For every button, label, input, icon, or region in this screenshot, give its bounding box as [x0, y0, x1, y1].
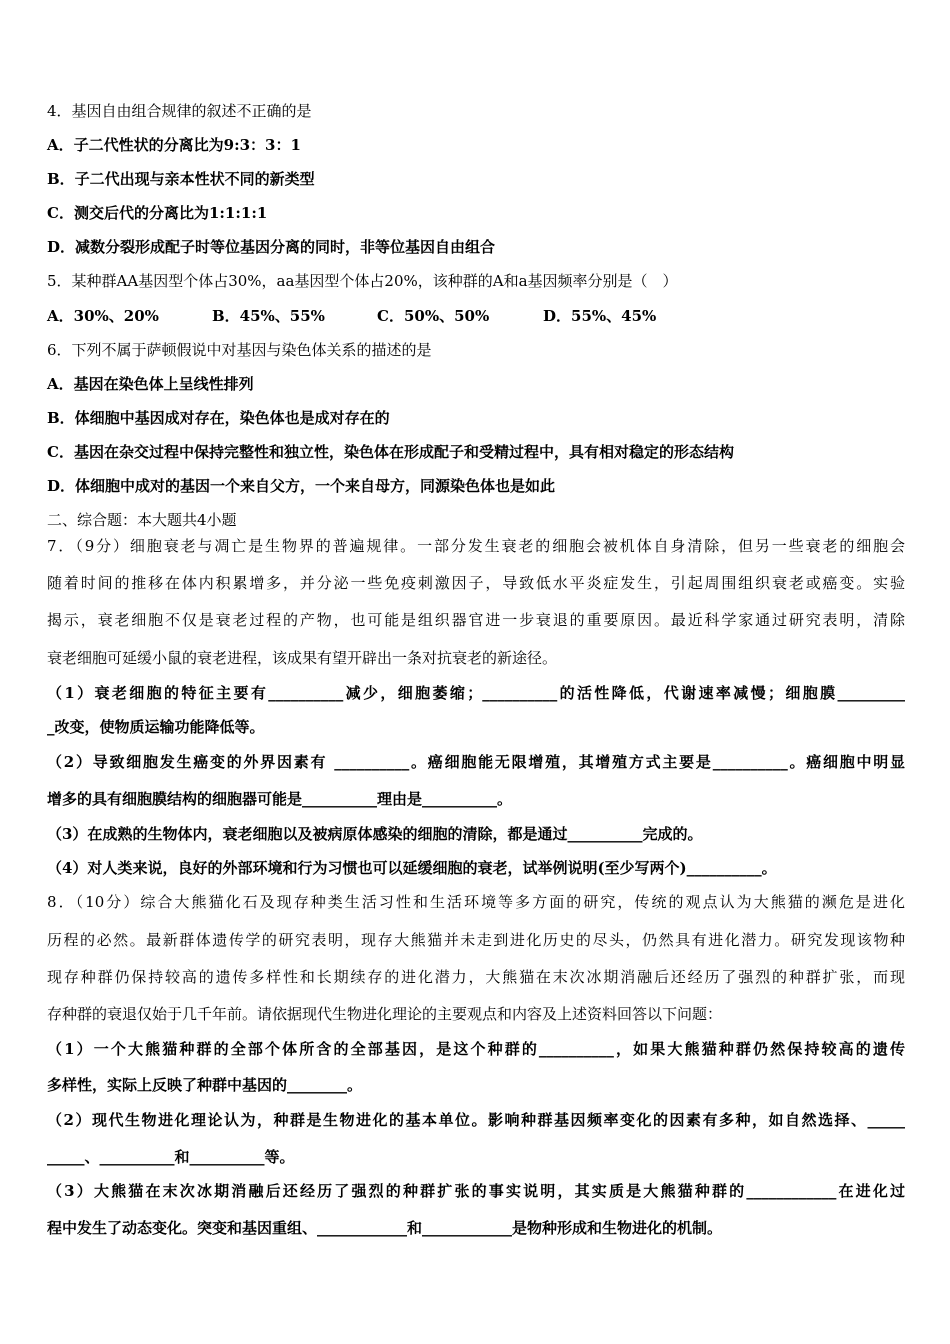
q6-option-b: B．体细胞中基因成对存在，染色体也是成对存在的 [47, 409, 390, 427]
q5-stem: 5．某种群AA基因型个体占30%，aa基因型个体占20%，该种群的A和a基因频率分别是（ ） [47, 272, 678, 290]
q6-stem: 6．下列不属于萨顿假说中对基因与染色体关系的描述的是 [47, 341, 432, 359]
q4-stem: 4．基因自由组合规律的叙述不正确的是 [47, 102, 312, 120]
q5-option-a: A．30%、20% [47, 307, 159, 325]
q8-line-1: 8．（10分）综合大熊猫化石及现存种类生活习性和生活环境等多方面的研究，传统的观点认为大熊猫的濒危是进化 [47, 893, 905, 911]
q5-option-b: B．45%、55% [212, 307, 325, 325]
q7-part-1a: （1）衰老细胞的特征主要有__________减少，细胞萎缩；__________的活性降低，代谢速率减慢；细胞膜_________ [47, 684, 905, 702]
q7-line-4: 衰老细胞可延缓小鼠的衰老进程，该成果有望开辟出一条对抗衰老的新途径。 [47, 649, 558, 667]
q6-option-d: D．体细胞中成对的基因一个来自父方，一个来自母方，同源染色体也是如此 [47, 477, 556, 495]
q8-part-2b: _____、__________和__________等。 [47, 1148, 295, 1166]
section-2-heading: 二、综合题：本大题共4小题 [47, 511, 237, 529]
q7-line-2: 随着时间的推移在体内积累增多，并分泌一些免疫刺激因子，导致低水平炎症发生，引起周围组织衰老或癌变。实验 [47, 574, 905, 592]
q8-part-1b: 多样性，实际上反映了种群中基因的________。 [47, 1076, 363, 1094]
q5-option-d: D．55%、45% [543, 307, 657, 325]
q7-line-3: 揭示，衰老细胞不仅是衰老过程的产物，也可能是组织器官进一步衰退的重要原因。最近科学家通过研究表明，清除 [47, 611, 905, 629]
q4-option-a: A．子二代性状的分离比为9:3：3：1 [47, 136, 301, 154]
q7-line-1: 7．（9分）细胞衰老与凋亡是生物界的普遍规律。一部分发生衰老的细胞会被机体自身清除，但另一些衰老的细胞会 [47, 537, 905, 555]
q7-part-4: （4）对人类来说，良好的外部环境和行为习惯也可以延缓细胞的衰老，试举例说明(至少写两个)__________。 [47, 859, 777, 877]
q7-part-2a: （2）导致细胞发生癌变的外界因素有 __________。癌细胞能无限增殖，其增殖方式主要是__________。癌细胞中明显 [47, 753, 905, 771]
q8-part-2a: （2）现代生物进化理论认为，种群是生物进化的基本单位。影响种群基因频率变化的因素有多种，如自然选择、_____ [47, 1111, 905, 1129]
q5-option-c: C．50%、50% [377, 307, 490, 325]
q4-option-b: B．子二代出现与亲本性状不同的新类型 [47, 170, 315, 188]
q6-option-a: A．基因在染色体上呈线性排列 [47, 375, 254, 393]
q4-option-c: C．测交后代的分离比为1:1:1:1 [47, 204, 268, 222]
q6-option-c: C．基因在杂交过程中保持完整性和独立性，染色体在形成配子和受精过程中，具有相对稳定的形态结构 [47, 443, 734, 461]
q7-part-3: （3）在成熟的生物体内，衰老细胞以及被病原体感染的细胞的清除，都是通过__________完成的。 [47, 825, 703, 843]
q7-part-1b: _改变，使物质运输功能降低等。 [47, 718, 265, 736]
q8-part-3a: （3）大熊猫在末次冰期消融后还经历了强烈的种群扩张的事实说明，其实质是大熊猫种群的____________在进化过 [47, 1182, 905, 1200]
q8-line-2: 历程的必然。最新群体遗传学的研究表明，现存大熊猫并未走到进化历史的尽头，仍然具有进化潜力。研究发现该物种 [47, 931, 905, 949]
q5-options [47, 306, 656, 326]
q4-option-d: D．减数分裂形成配子时等位基因分离的同时，非等位基因自由组合 [47, 238, 496, 256]
q8-part-1a: （1）一个大熊猫种群的全部个体所含的全部基因，是这个种群的__________，如果大熊猫种群仍然保持较高的遗传 [47, 1040, 905, 1058]
q7-part-2b: 增多的具有细胞膜结构的细胞器可能是__________理由是__________。 [47, 790, 513, 808]
q8-part-3b: 程中发生了动态变化。突变和基因重组、____________和____________是物种形成和生物进化的机制。 [47, 1219, 723, 1237]
q8-line-3: 现存种群仍保持较高的遗传多样性和长期续存的进化潜力，大熊猫在末次冰期消融后还经历了强烈的种群扩张，而现 [47, 968, 905, 986]
q8-line-4: 存种群的衰退仅始于几千年前。请依据现代生物进化理论的主要观点和内容及上述资料回答以下问题： [47, 1005, 723, 1023]
